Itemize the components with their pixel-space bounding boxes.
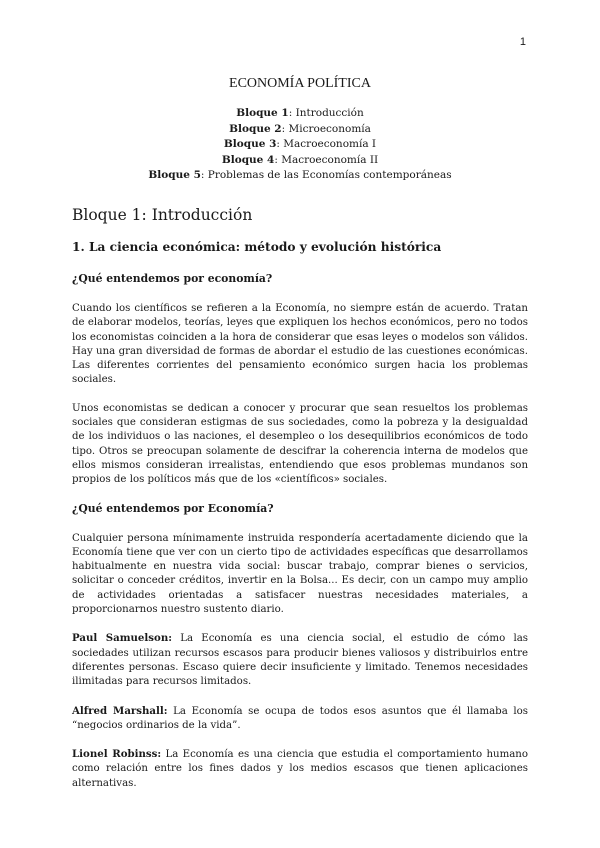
toc-label: Bloque 1 [236,107,289,119]
document-body [72,204,528,805]
document-title: ECONOMÍA POLÍTICA [229,76,371,91]
toc-label: Bloque 2 [229,122,282,135]
definition-text: La Economía es una ciencia que estudia el comportamiento humano como relación entre los fines dados y los medios escasos que tienen aplicaciones alternativas. [72,749,529,789]
definition-paragraph [72,631,528,689]
page-number: 1 [519,36,526,48]
section-heading: Bloque 1: Introducción [72,206,253,224]
table-of-contents [0,106,600,184]
definition-text: La Economía es una ciencia social, el estudio de cómo las sociedades utilizan recursos escasos para producir bienes valiosos y distribuirlos entre diferentes personas. Escaso quiere decir insuficiente y limitado. Tenemos necesidades ilimitadas para recursos limitados. [72,633,529,688]
paragraph: Unos economistas se dedican a conocer y procurar que sean resueltos los problemas sociales que consideran estigmas de sus sociedades, como la pobreza y la desigualdad de los individuos o las naciones, el desempleo o los desequilibrios económicos de todo tipo. Otros se preocupan solamente de descifrar la coherencia interna de modelos que ellos mismos consideran irrealistas, entendiendo que esos problemas mundanos son propios de los políticos más que de los «científicos» sociales. [72,402,528,486]
paragraph: Cualquier persona mínimamente instruida respondería acertadamente diciendo que la Economía tiene que ver con un cierto tipo de actividades específicas que desarrollamos habitualmente en nuestra vida social: buscar trabajo, comprar bienes o servicios, solicitar o conceder créditos, invertir en la Bolsa... Es decir, con un campo muy amplio de actividades orientadas a satisfacer nuestras necesidades materiales, a proporcionarnos nuestro sustento diario. [72,532,528,616]
definition-author: Lionel Robinss: [72,748,162,761]
toc-item [0,153,600,169]
toc-label: Bloque 4 [221,153,275,166]
definition-author: Alfred Marshall: [72,704,168,717]
toc-item [0,137,600,153]
toc-label: Bloque 3 [223,138,277,150]
toc-item [0,168,600,184]
toc-text: : Macroeconomía II [274,153,379,166]
definition-author: Paul Samuelson: [72,632,172,645]
toc-item [0,106,600,122]
toc-text: : Problemas de las Economías contemporáneas [200,169,452,181]
definition-text: La Economía se ocupa de todos esos asuntos que él llamaba los “negocios ordinarios de la vida”. [72,705,528,731]
subsection-heading: 1. La ciencia económica: método y evolución histórica [72,240,442,254]
definition-paragraph [72,747,528,791]
definition-paragraph [72,704,528,734]
toc-text: : Introducción [288,107,364,119]
toc-text: : Macroeconomía I [276,138,377,150]
toc-item [0,122,600,138]
toc-text: : Microeconomía [281,122,371,135]
question-heading: ¿Qué entendemos por economía? [72,272,273,285]
toc-label: Bloque 5 [148,169,201,181]
paragraph: Cuando los científicos se refieren a la Economía, no siempre están de acuerdo. Tratan de elaborar modelos, teorías, leyes que expliquen los hechos económicos, pero no todos los economistas coinciden a la hora de considerar que esas leyes o modelos son válidos. Hay una gran diversidad de formas de abordar el estudio de las cuestiones económicas. Las diferentes corrientes del pensamiento económico surgen hacia los problemas sociales. [72,303,528,386]
question-heading: ¿Qué entendemos por Economía? [72,501,274,515]
